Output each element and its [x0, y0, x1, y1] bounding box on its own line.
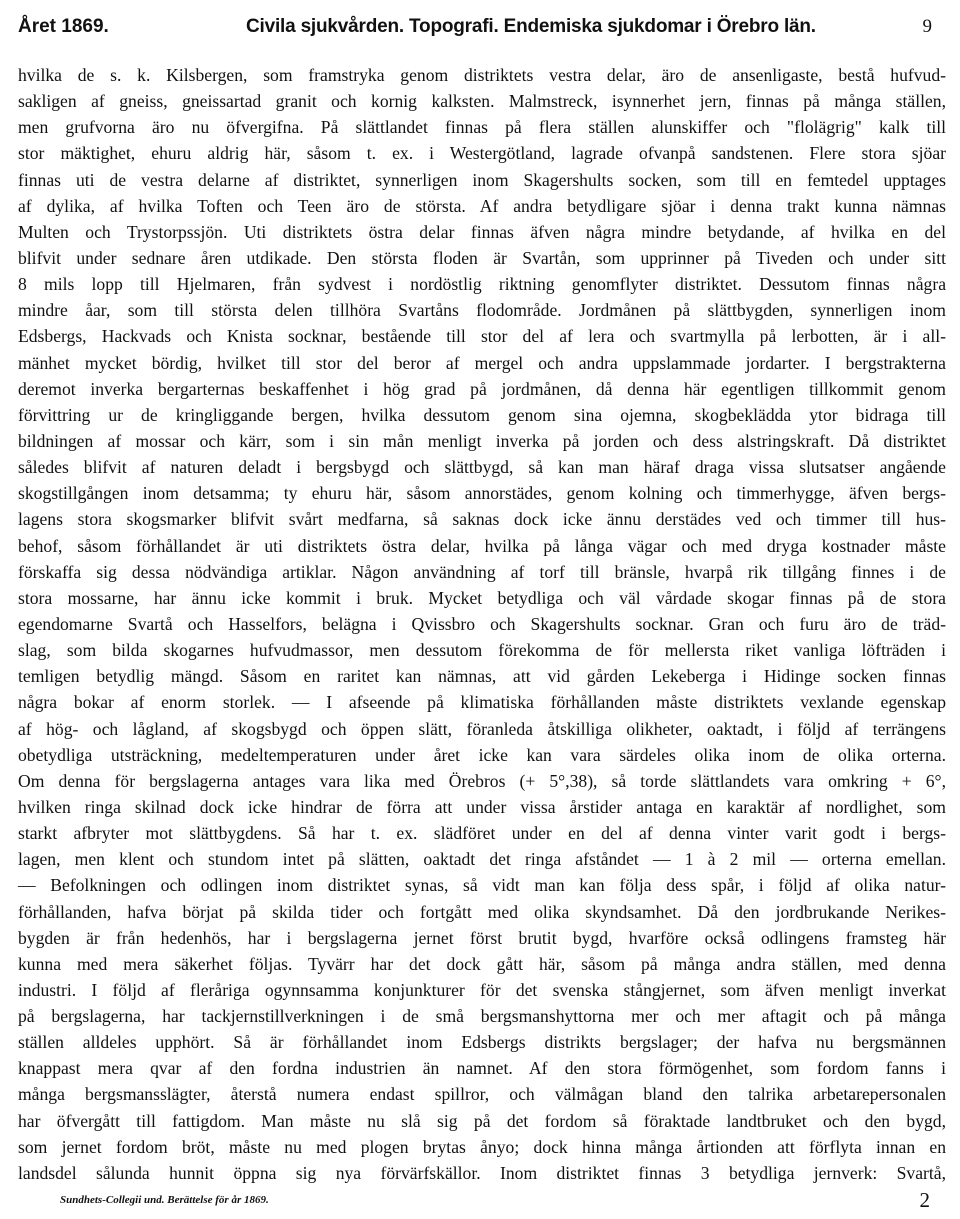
header-sections: Civila sjukvården. Topografi. Endemiska sjukdomar i Örebro län. — [246, 16, 816, 37]
text-line: industri. I följd af fleråriga ogynnsamma konjunkturer för det svenska stångjernet, som äfven menligt inverkat — [18, 979, 946, 1000]
page-number: 9 — [922, 16, 932, 37]
text-line: starkt afbryter mot slättbygdens. Så har t. ex. slädföret under en del af denna vinter varit godt i bergs- — [18, 823, 946, 844]
text-line: mindre åar, som till största delen tillhöra Svartåns flodområde. Jordmånen på slättbygden, synnerligen inom — [18, 300, 946, 321]
text-line: men grufvorna äro nu öfvergifna. På slättlandet finnas på flera ställen alunskiffer och "flolägrig" kalk till — [18, 117, 946, 138]
text-line: Om denna för bergslagerna antages vara lika med Örebros (+ 5°,38), så torde slättlandets vara omkring + 6°, — [18, 770, 946, 791]
text-line: obetydliga utsträckning, medeltemperaturen under året icke kan vara särdeles olika inom de olika orterna. — [18, 744, 946, 765]
text-line: Multen och Trystorpssjön. Uti distriktets östra delar finnas äfven några mindre betydande, af hvilka en del — [18, 221, 946, 242]
text-line: har öfvergått till fattigdom. Man måste nu slå sig på det fordom så föraktade landtbruket och den bygd, — [18, 1110, 946, 1131]
text-line: lagens stora skogsmarker blifvit svårt medfarna, så saknas dock icke ännu derstädes ved och timmer till hus- — [18, 509, 946, 530]
text-line: blifvit under sednare åren utdikade. Den största floden är Svartån, som upprinner på Tiveden och under sitt — [18, 247, 946, 268]
text-line: hvilken ringa skilnad dock icke hindrar de förra att under vissa årstider antaga en karaktär af nordlighet, som — [18, 796, 946, 817]
text-line: som jernet fordom bröt, måste nu med plogen brytas ånyo; dock hinna många årtionden att förflyta innan en — [18, 1136, 946, 1157]
text-line: finnas uti de vestra delarne af distriktet, synnerligen inom Skagershults socken, som till en femtedel upptages — [18, 169, 946, 190]
text-line: deremot inverka bergarternas beskaffenhet i hög grad på jordmånen, då denna här egentligen tillkommit genom — [18, 378, 946, 399]
text-line: mänhet mycket bördig, hvilket till stor del beror af mergel och andra uppslammade jordarter. I bergstrakterna — [18, 352, 946, 373]
text-line: många bergsmansslägter, återstå numera endast spillror, och välmågan bland den talrika arbetarepersonalen — [18, 1084, 946, 1105]
text-line: 8 mils lopp till Hjelmaren, från sydvest i nordöstlig riktning genomflyter distriktet. Dessutom finnas några — [18, 274, 946, 295]
text-line: sakligen af gneiss, gneissartad granit och kornig kalksten. Malmstreck, isynnerhet jern, finnas på många ställen, — [18, 91, 946, 112]
text-line: slag, som bilda skogarnes hufvudmassor, men dessutom förekomma de för mellersta riket vanliga löfträden i — [18, 640, 946, 661]
text-line: på bergslagerna, har tackjernstillverkningen i de små bergsmanshyttorna mer och mer aftagit och på många — [18, 1006, 946, 1027]
text-line: förskaffa sig dessa nödvändiga artiklar. Någon användning af torf till bränsle, hvarpå rik tillgång finnes i de — [18, 561, 946, 582]
text-line: förvittring ur de kringliggande bergen, hvilka dessutom genom sina ojemna, skogbeklädda ytor bidraga till — [18, 404, 946, 425]
text-line: af hög- och lågland, af skogsbygd och öppen slätt, föranleda åtskilliga olikheter, oaktadt, i följd af terrängens — [18, 718, 946, 739]
signature-mark: 2 — [919, 1188, 930, 1212]
text-line: hvilka de s. k. Kilsbergen, som framstryka genom distriktets vestra delar, äro de ansenligaste, bestå hufvud- — [18, 65, 946, 85]
text-line: egendomarne Svartå och Hasselfors, belägna i Qvissbro och Skagershults socknar. Gran och furu äro de träd- — [18, 613, 946, 634]
text-line: förhållanden, hafva börjat på skilda tider och fortgått med olika skyndsamhet. Då den jordbrukande Nerikes- — [18, 901, 946, 922]
text-line: Edsbergs, Hackvads och Knista socknar, bestående till stor del af lera och svartmylla på lerbotten, är i all- — [18, 326, 946, 347]
page-footer — [60, 1188, 930, 1212]
text-line: — Befolkningen och odlingen inom distriktet synas, så vidt man kan följa dess spår, i följd af olika natur- — [18, 875, 946, 896]
text-line: således blifvit af naturen deladt i bergsbygd och slättbygd, så kan man häraf draga vissa slutsatser angående — [18, 457, 946, 478]
body-text — [18, 62, 946, 1186]
text-line: landsdel sålunda hunnit öppna sig nya förvärfskällor. Inom distriktet finnas 3 betydliga jernverk: Svartå, — [18, 1162, 946, 1183]
footer-note: Sundhets-Collegii und. Berättelse för år 1869. — [60, 1194, 269, 1206]
page-header — [18, 16, 932, 46]
text-line: af dylika, af hvilka Toften och Teen äro de största. Af andra betydligare sjöar i denna trakt kunna nämnas — [18, 195, 946, 216]
text-line: bildningen af mossar och kärr, som i sin mån menligt inverka på jorden och dess alstringskraft. Då distriktet — [18, 430, 946, 451]
text-line: knappast mera qvar af den fordna industrien än namnet. Af den stora förmögenhet, som fordom fanns i — [18, 1058, 946, 1079]
text-line: några bokar af enorm storlek. — I afseende på klimatiska förhållanden måste distriktets vexlande egenskap — [18, 692, 946, 713]
text-line: stora mossarne, har ännu icke kommit i bruk. Mycket betydliga och väl vårdade skogar finnas på de stora — [18, 587, 946, 608]
text-line: lagen, men klent och stundom intet på slätten, oaktadt det ringa afståndet — 1 à 2 mil — orterna emellan. — [18, 849, 946, 870]
header-year: Året 1869. — [18, 16, 109, 37]
text-line: bygden är från hedenhös, har i bergslagerna jernet först brutit bygd, hvarföre också odlingens framsteg här — [18, 927, 946, 948]
text-line: behof, såsom förhållandet är uti distriktets östra delar, hvilka på långa vägar och med dryga kostnader måste — [18, 535, 946, 556]
text-line: skogstillgången inom detsamma; ty ehuru här, såsom annorstädes, genom kolning och timmerhygge, äfven bergs- — [18, 483, 946, 504]
text-line: kunna med mera säkerhet följas. Tyvärr har det dock gått här, såsom på många andra ställen, med denna — [18, 953, 946, 974]
text-line: stor mäktighet, ehuru aldrig här, såsom t. ex. i Westergötland, lagrade ofvanpå sandstenen. Flere stora sjöar — [18, 143, 946, 164]
text-line: ställen alldeles upphört. Så är förhållandet inom Edsbergs distrikts bergslager; der hafva nu bergsmännen — [18, 1032, 946, 1053]
text-line: temligen betydlig mängd. Såsom en raritet kan nämnas, att vid gården Lekeberga i Hidinge socken finnas — [18, 666, 946, 687]
